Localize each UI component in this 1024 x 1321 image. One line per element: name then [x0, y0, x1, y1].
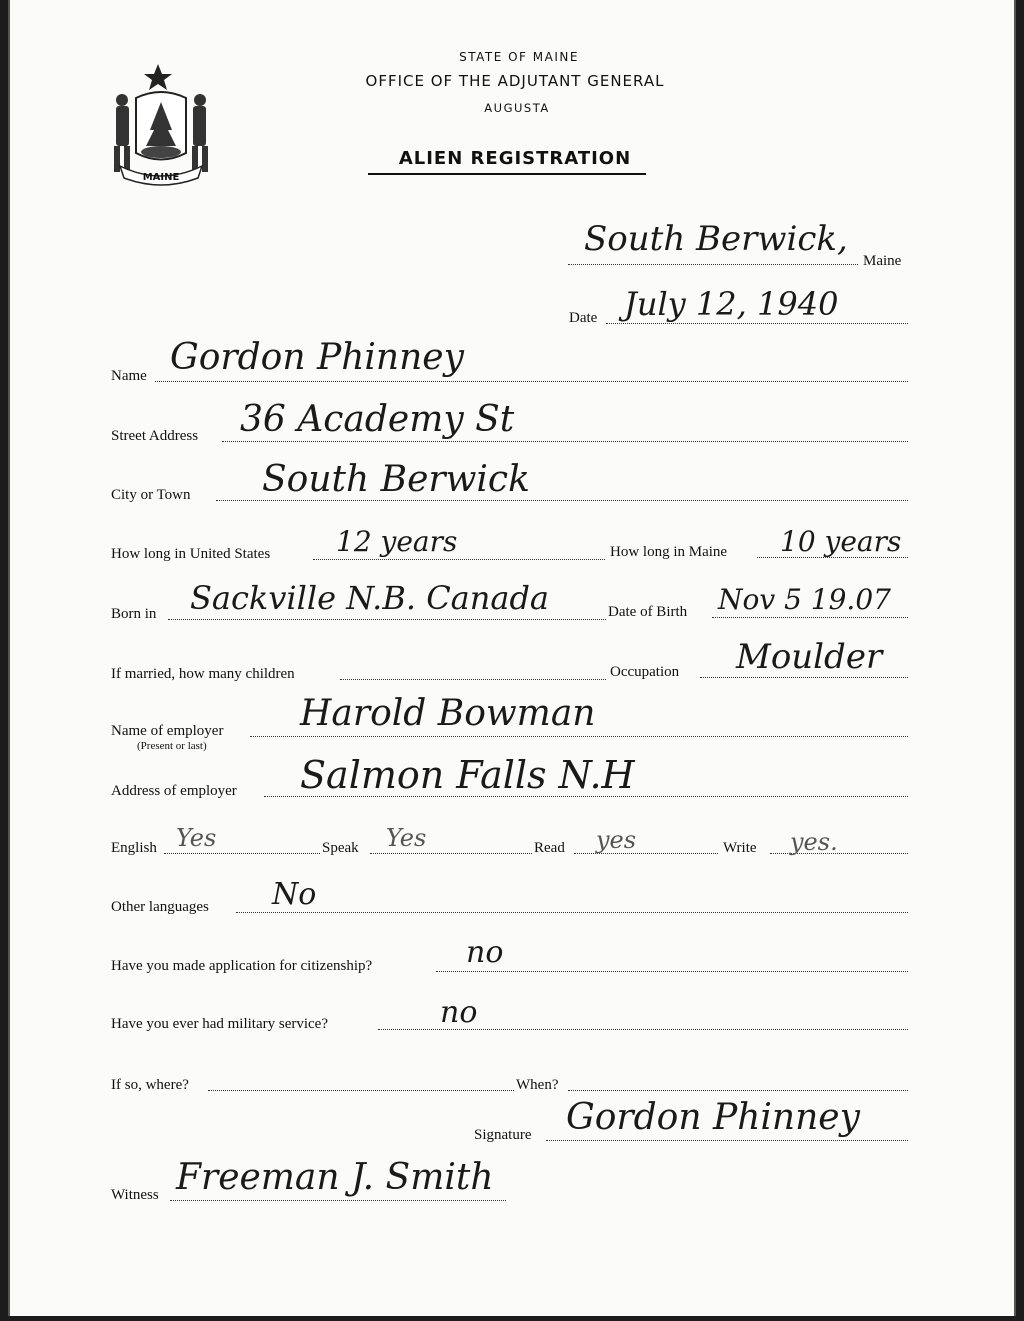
form-title: ALIEN REGISTRATION [398, 148, 632, 169]
born-in-value: Sackville N.B. Canada [190, 579, 549, 617]
how-long-us-value: 12 years [336, 525, 458, 558]
speak-label: Speak [322, 840, 359, 856]
dob-label: Date of Birth [608, 604, 688, 620]
witness-value: Freeman J. Smith [176, 1157, 494, 1198]
date-line [606, 323, 908, 324]
when-line [568, 1090, 908, 1091]
town-line [568, 264, 858, 265]
occupation-label: Occupation [610, 664, 680, 680]
street-value: 36 Academy St [240, 399, 515, 440]
born-in-line [168, 619, 606, 620]
where-line [208, 1090, 514, 1091]
other-languages-line [236, 912, 908, 913]
english-line [164, 853, 320, 854]
city-line [216, 500, 908, 501]
speak-value: Yes [386, 824, 427, 852]
how-long-us-line [313, 559, 605, 560]
town-value: South Berwick, [584, 219, 848, 259]
born-in-label: Born in [111, 606, 157, 622]
how-long-maine-label: How long in Maine [610, 544, 728, 560]
witness-line [170, 1200, 506, 1201]
occupation-line [700, 677, 908, 678]
city-heading: AUGUSTA [484, 101, 550, 115]
other-languages-value: No [272, 877, 317, 912]
employer-label: Name of employer [111, 723, 224, 739]
witness-label: Witness [111, 1187, 159, 1203]
children-label: If married, how many children [111, 666, 295, 682]
office-heading: OFFICE OF THE ADJUTANT GENERAL [365, 72, 665, 90]
speak-line [370, 853, 532, 854]
write-label: Write [723, 840, 757, 856]
citizenship-label: Have you made application for citizenship? [111, 958, 373, 974]
title-underline [368, 173, 646, 175]
street-label: Street Address [111, 428, 199, 444]
employer-address-label: Address of employer [111, 783, 237, 799]
street-line [222, 441, 908, 442]
city-label: City or Town [111, 487, 191, 503]
signature-line [546, 1140, 908, 1141]
military-value: no [440, 995, 478, 1030]
write-value: yes. [790, 828, 838, 856]
english-value: Yes [176, 824, 217, 852]
employer-value: Harold Bowman [300, 693, 596, 734]
signature-label: Signature [474, 1127, 532, 1143]
when-label: When? [516, 1077, 559, 1093]
employer-address-value: Salmon Falls N.H [300, 753, 635, 797]
date-value: July 12, 1940 [624, 285, 839, 323]
citizenship-value: no [466, 935, 504, 970]
citizenship-line [436, 971, 908, 972]
military-label: Have you ever had military service? [111, 1016, 328, 1032]
name-label: Name [111, 368, 147, 384]
read-value: yes [596, 826, 637, 854]
signature-value: Gordon Phinney [566, 1097, 860, 1138]
children-line [340, 679, 606, 680]
name-line [155, 381, 908, 382]
name-value: Gordon Phinney [170, 337, 464, 378]
employer-note: (Present or last) [137, 740, 207, 752]
how-long-us-label: How long in United States [111, 546, 271, 562]
where-label: If so, where? [111, 1077, 189, 1093]
dob-value: Nov 5 19.07 [718, 583, 891, 616]
city-value: South Berwick [262, 459, 530, 500]
state-heading: STATE OF MAINE [459, 50, 579, 64]
occupation-value: Moulder [736, 637, 883, 677]
english-label: English [111, 840, 157, 856]
other-languages-label: Other languages [111, 899, 209, 915]
read-label: Read [534, 840, 565, 856]
date-label: Date [569, 310, 598, 326]
how-long-maine-value: 10 years [780, 525, 902, 558]
employer-line [250, 736, 908, 737]
dob-line [712, 617, 908, 618]
seal-banner-text: MAINE [142, 172, 180, 183]
maine-label: Maine [863, 253, 902, 269]
